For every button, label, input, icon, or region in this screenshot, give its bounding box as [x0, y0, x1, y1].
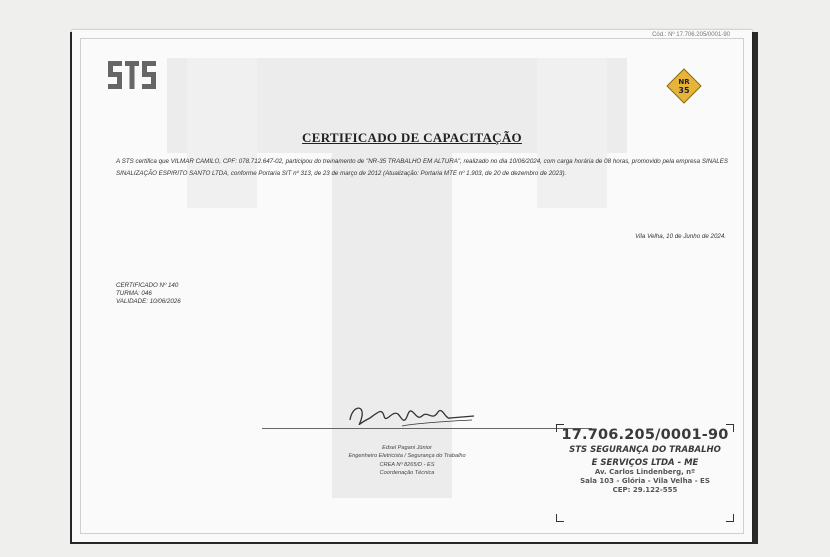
- signatory-block: [312, 444, 502, 477]
- signatory-name: Edsel Pagani Júnior: [382, 445, 432, 451]
- stamp-company-line1: STS SEGURANÇA DO TRABALHO: [569, 445, 721, 455]
- signature-icon: [342, 396, 482, 432]
- class-number: TURMA: 046: [116, 290, 152, 297]
- signature-line: [262, 428, 592, 429]
- certificate-page: [72, 30, 752, 542]
- certificate-number: CERTIFICADO Nº 140: [116, 282, 179, 289]
- stamp-company-line2: E SERVIÇOS LTDA - ME: [591, 457, 699, 468]
- signatory-role: Engenheiro Eletricista / Segurança do Trabalho: [348, 453, 466, 460]
- nr35-badge-icon: [666, 68, 702, 104]
- signatory-department: Coordenação Técnica: [379, 469, 435, 476]
- svg-text:35: 35: [678, 86, 690, 95]
- date-place: Vila Velha, 10 de Junho de 2024.: [635, 233, 726, 240]
- stamp-address-line2: Sala 103 - Glória - Vila Velha - ES: [580, 477, 710, 485]
- stamp-address-line3: CEP: 29.122-555: [612, 486, 678, 494]
- document-code: Cód.: Nº 17.706.205/0001-90: [652, 32, 730, 38]
- stamp-address-line1: Av. Carlos Lindenberg, nº: [594, 468, 696, 476]
- sts-logo-icon: [106, 58, 158, 92]
- svg-text:NR: NR: [678, 78, 690, 86]
- validity-date: VALIDADE: 10/06/2026: [116, 298, 181, 305]
- certificate-title: CERTIFICADO DE CAPACITAÇÃO: [302, 130, 522, 145]
- stamp-corner: [556, 424, 564, 432]
- stamp-corner: [556, 514, 564, 522]
- certificate-info: [116, 282, 181, 306]
- stamp-corner: [726, 424, 734, 432]
- signatory-registry: CREA Nº 8265/D - ES: [379, 461, 435, 468]
- certificate-body: A STS certifica que VILMAR CAMILO, CPF: 078.712.647-02, participou do treinamento de "NR-35 TRABALHO EM ALTURA", realizado no dia 10/06/2024, com carga horária de 08 horas, promovido pela empresa SINALES SINALIZAÇÃO ESPIRITO SANTO LTDA, conforme Portaria SIT nº 313, de 23 de março de 2012 (Atualização: Portaria MTE nº 1.903, de 20 de dezembro de 2023).: [116, 158, 728, 177]
- stamp-cnpj: 17.706.205/0001-90: [561, 427, 729, 443]
- stamp-corner: [726, 514, 734, 522]
- company-stamp: [556, 424, 734, 522]
